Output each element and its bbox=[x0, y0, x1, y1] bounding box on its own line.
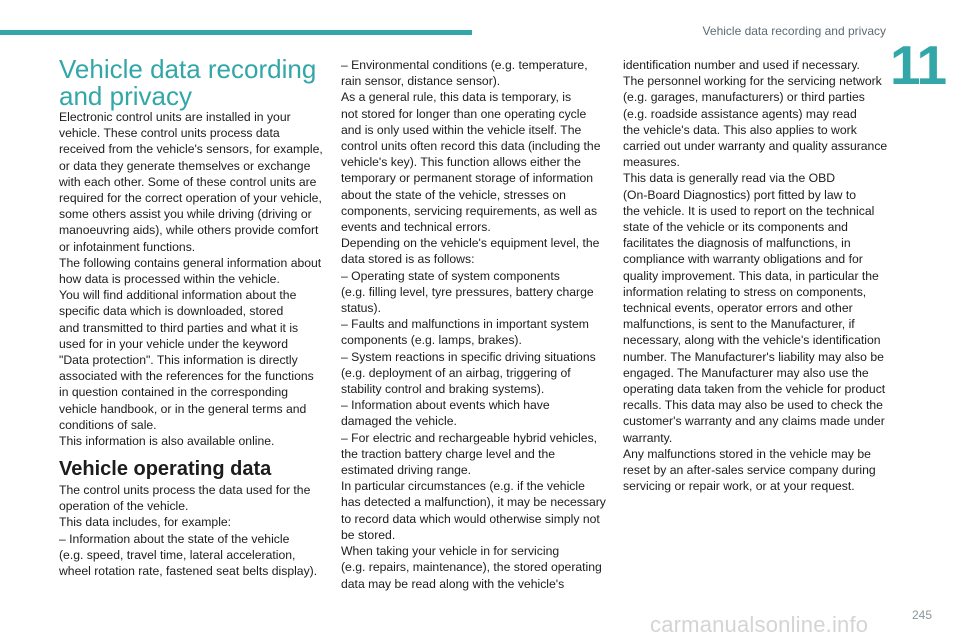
page-title bbox=[59, 56, 329, 110]
page-title-line2: and privacy bbox=[59, 81, 192, 111]
chapter-number: 11 bbox=[890, 34, 947, 96]
watermark: carmanualsonline.info bbox=[650, 612, 869, 637]
column-3 bbox=[623, 57, 889, 494]
section-heading: Vehicle operating data bbox=[59, 458, 272, 480]
column-2 bbox=[341, 57, 607, 592]
running-header: Vehicle data recording and privacy bbox=[702, 24, 886, 38]
intro-paragraph: Electronic control units are installed in your vehicle. These control units process data received from the vehicle's sensors, for example, or data they generate themselves or exchange with each other. Some of these control units are required for the correct operation of your vehicle, some others assist you while driving (driving or manoeuvring aids), while others provide comfort or infotainment functions. The following contains general information about how data is processed within the vehicle. You will find additional information about the specific data which is downloaded, stored and transmitted to third parties and what it is used for in your vehicle under the keyword "Data protection". This information is directly associated with the references for the functions in question contained in the corresponding vehicle handbook, or in the general terms and conditions of sale. This information is also available online. bbox=[59, 110, 323, 449]
page-title-line1: Vehicle data recording bbox=[59, 54, 317, 84]
header-accent-bar bbox=[0, 30, 472, 35]
page-number: 245 bbox=[912, 608, 933, 622]
section-text bbox=[59, 482, 327, 579]
section-paragraph: The control units process the data used for the operation of the vehicle. This data includes, for example: – Information about the state of the vehicle (e.g. speed, travel time, lateral acceleration, wheel rotation rate, fastened seat belts display). bbox=[59, 483, 318, 579]
column-2-text: – Environmental conditions (e.g. temperature, rain sensor, distance sensor). As a general rule, this data is temporary, is not stored for longer than one operating cycle and is only used within the vehicle itself. The control units often record this data (including the vehicle's key). This function allows either the temporary or permanent storage of information about the state of the vehicle, stresses on components, servicing requirements, as well as events and technical errors. Depending on the vehicle's equipment level, the data stored is as follows: – Operating state of system components (e.g. filling level, tyre pressures, battery charge status). – Faults and malfunctions in important system components (e.g. lamps, brakes). – System reactions in specific driving situations (e.g. deployment of an airbag, triggering of stability control and braking systems). – Information about events which have damaged the vehicle. – For electric and rechargeable hybrid vehicles, the traction battery charge level and the estimated driving range. In particular circumstances (e.g. if the vehicle has detected a malfunction), it may be necessary to record data which would otherwise simply not be stored. When taking your vehicle in for servicing (e.g. repairs, maintenance), the stored operating data may be read along with the vehicle's bbox=[341, 58, 606, 591]
intro-text bbox=[59, 109, 327, 449]
column-3-text: identification number and used if necessary. The personnel working for the servicing network (e.g. garages, manufacturers) or third parties (e.g. roadside assistance agents) may read the vehicle's data. This also applies to work carried out under warranty and quality assurance measures. This data is generally read via the OBD (On-Board Diagnostics) port fitted by law to the vehicle. It is used to report on the technical state of the vehicle or its components and facilitates the diagnosis of malfunctions, in compliance with warranty obligations and for quality improvement. This data, in particular the information relating to stress on components, technical events, operator errors and other malfunctions, is sent to the Manufacturer, if necessary, along with the vehicle's identification number. The Manufacturer's liability may also be engaged. The Manufacturer may also use the operating data taken from the vehicle for product recalls. This data may also be used to check the customer's warranty and any claims made under warranty. Any malfunctions stored in the vehicle may be reset by an after-sales service company during servicing or repair work, or at your request. bbox=[623, 58, 888, 494]
